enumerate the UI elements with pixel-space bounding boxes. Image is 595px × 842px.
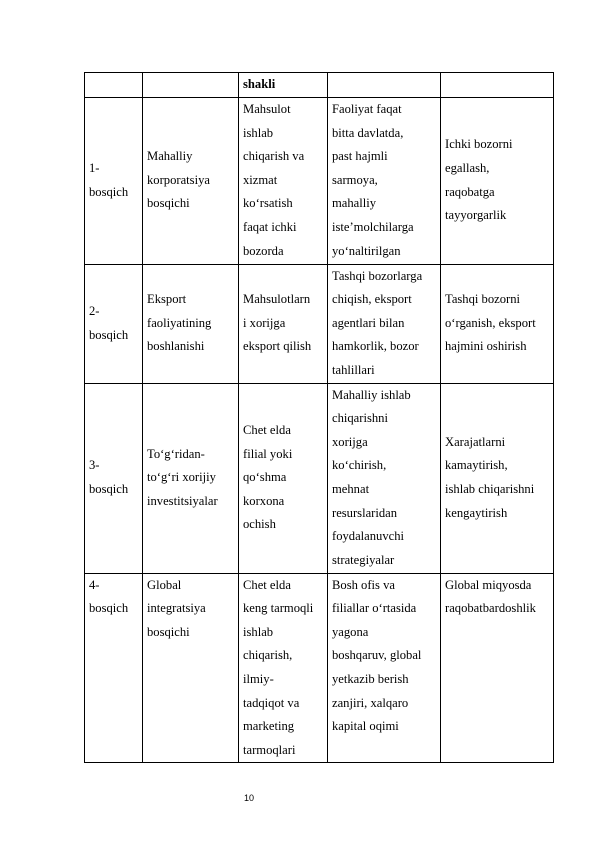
table-header-row <box>85 73 554 98</box>
cell-text: Mahsulot ishlab chiqarish va xizmat ko‘rsatish faqat ichki bozorda <box>243 102 305 258</box>
stage-name-cell <box>143 383 239 573</box>
header-cell <box>143 73 239 98</box>
goal-cell <box>441 573 554 763</box>
cell-text: 4- bosqich <box>89 577 129 616</box>
page-number: 10 <box>244 793 255 803</box>
cell-text: Tashqi bozorlarga chiqish, eksport agentlari bilan hamkorlik, bozor tahlillari <box>332 268 423 377</box>
table-row <box>85 573 554 763</box>
header-cell <box>328 73 441 98</box>
stage-cell <box>85 573 143 763</box>
cell-text: Faoliyat faqat bitta davlatda, past hajmli sarmoya, mahalliy iste’molchilarga yo‘naltirilgan <box>332 102 414 258</box>
activity-cell <box>328 97 441 264</box>
stages-table <box>84 72 554 763</box>
activity-cell <box>328 264 441 383</box>
activity-cell <box>328 573 441 763</box>
cell-text: Global integratsiya bosqichi <box>147 577 206 639</box>
stage-cell <box>85 383 143 573</box>
header-cell-shakli: shakli <box>239 73 328 98</box>
table-row <box>85 264 554 383</box>
goal-cell <box>441 264 554 383</box>
cell-text: Chet elda keng tarmoqli ishlab chiqarish, ilmiy- tadqiqot va marketing tarmoqlari <box>243 577 314 757</box>
table-row <box>85 97 554 264</box>
cell-text: Xarajatlarni kamaytirish, ishlab chiqarishni kengaytirish <box>445 434 535 520</box>
shape-cell <box>239 573 328 763</box>
cell-text: Mahalliy korporatsiya bosqichi <box>147 149 210 211</box>
goal-cell <box>441 383 554 573</box>
cell-text: Eksport faoliyatining boshlanishi <box>147 292 212 354</box>
stage-cell <box>85 264 143 383</box>
goal-cell <box>441 97 554 264</box>
stage-name-cell <box>143 573 239 763</box>
cell-text: Global miqyosda raqobatbardoshlik <box>445 577 536 616</box>
cell-text: 2- bosqich <box>89 303 129 342</box>
cell-text: Mahsulotlarn i xorijga eksport qilish <box>243 292 312 354</box>
stage-name-cell <box>143 264 239 383</box>
shape-cell <box>239 97 328 264</box>
cell-text: Ichki bozorni egallash, raqobatga tayyorgarlik <box>445 137 513 223</box>
header-cell <box>441 73 554 98</box>
cell-text: Chet elda filial yoki qo‘shma korxona ochish <box>243 423 293 532</box>
stage-name-cell <box>143 97 239 264</box>
cell-text: Mahalliy ishlab chiqarishni xorijga ko‘chirish, mehnat resurslaridan foydalanuvchi strategiyalar <box>332 387 411 567</box>
shape-cell <box>239 383 328 573</box>
activity-cell <box>328 383 441 573</box>
cell-text: 1- bosqich <box>89 161 129 199</box>
shape-cell <box>239 264 328 383</box>
cell-text: 3- bosqich <box>89 458 129 497</box>
cell-text: To‘g‘ridan- to‘g‘ri xorijiy investitsiyalar <box>147 446 218 508</box>
table-row <box>85 383 554 573</box>
cell-text: Bosh ofis va filiallar o‘rtasida yagona boshqaruv, global yetkazib berish zanjiri, xalqaro kapital oqimi <box>332 577 422 734</box>
cell-text: Tashqi bozorni o‘rganish, eksport hajmini oshirish <box>445 292 536 354</box>
header-cell <box>85 73 143 98</box>
stage-cell <box>85 97 143 264</box>
